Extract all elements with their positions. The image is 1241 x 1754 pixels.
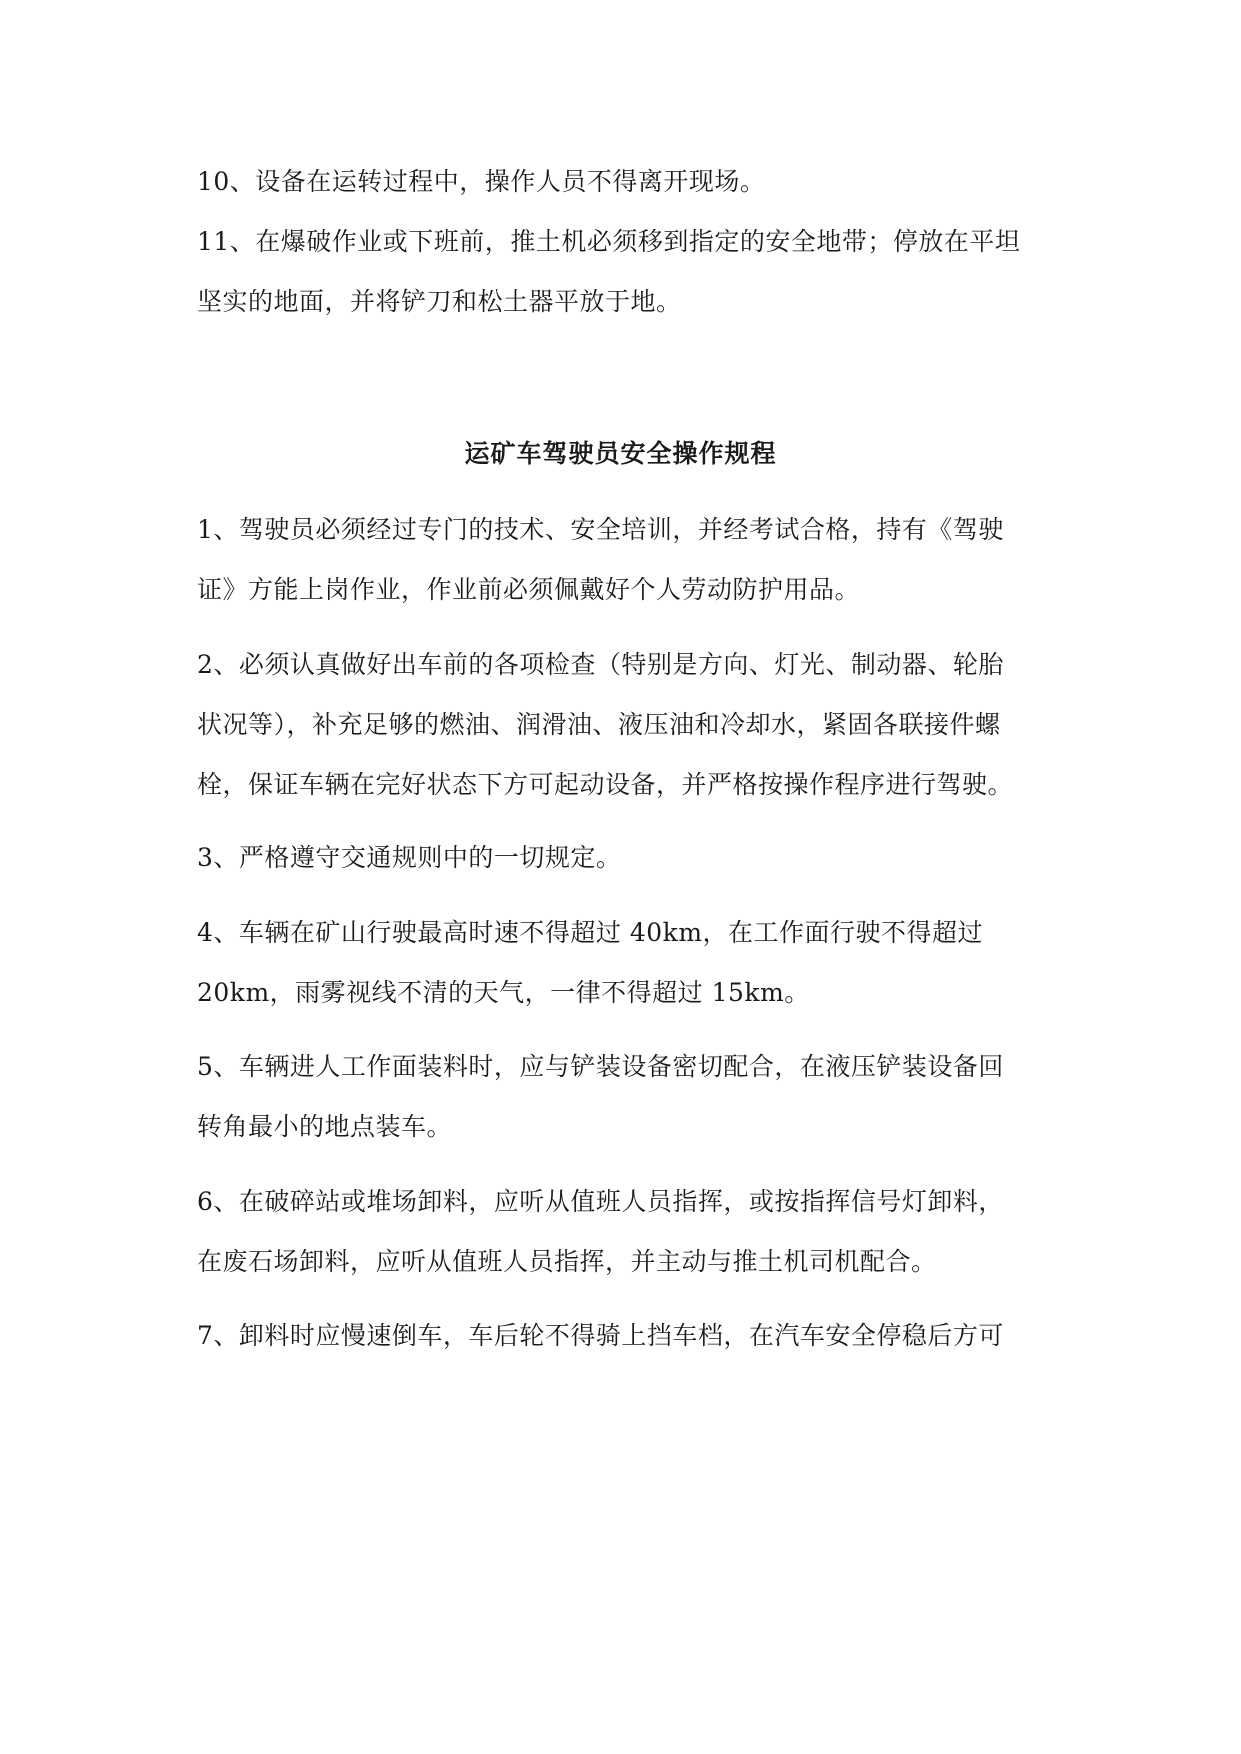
paragraph-10-line-1: 10、设备在运转过程中，操作人员不得离开现场。: [197, 167, 766, 196]
paragraph-5-line-2: 转角最小的地点装车。: [197, 1112, 453, 1141]
paragraph-11-line-2: 坚实的地面，并将铲刀和松土器平放于地。: [197, 287, 682, 316]
paragraph-4-line-2: 20km，雨雾视线不清的天气，一律不得超过 15km。: [197, 978, 810, 1007]
paragraph-4-line-1: 4、车辆在矿山行驶最高时速不得超过 40km，在工作面行驶不得超过: [197, 918, 984, 947]
paragraph-2-line-1: 2、必须认真做好出车前的各项检查（特别是方向、灯光、制动器、轮胎: [197, 650, 1004, 679]
paragraph-7-line-1: 7、卸料时应慢速倒车，车后轮不得骑上挡车档，在汽车安全停稳后方可: [197, 1321, 1004, 1350]
paragraph-5-line-1: 5、车辆进人工作面装料时，应与铲装设备密切配合，在液压铲装设备回: [197, 1052, 1004, 1081]
paragraph-1-line-1: 1、驾驶员必须经过专门的技术、安全培训，并经考试合格，持有《驾驶: [197, 515, 1004, 544]
paragraph-2-line-3: 栓，保证车辆在完好状态下方可起动设备，并严格按操作程序进行驾驶。: [197, 770, 1014, 799]
paragraph-2-line-2: 状况等），补充足够的燃油、润滑油、液压油和冷却水，紧固各联接件螺: [197, 710, 1001, 739]
section-title: 运矿车驾驶员安全操作规程: [464, 439, 777, 468]
paragraph-3-line-1: 3、严格遵守交通规则中的一切规定。: [197, 843, 622, 872]
paragraph-6-line-1: 6、在破碎站或堆场卸料，应听从值班人员指挥，或按指挥信号灯卸料，: [197, 1187, 1004, 1216]
paragraph-1-line-2: 证》方能上岗作业，作业前必须佩戴好个人劳动防护用品。: [197, 575, 861, 604]
paragraph-6-line-2: 在废石场卸料，应听从值班人员指挥，并主动与推土机司机配合。: [197, 1247, 937, 1276]
paragraph-11-line-1: 11、在爆破作业或下班前，推土机必须移到指定的安全地带；停放在平坦: [197, 227, 1021, 256]
